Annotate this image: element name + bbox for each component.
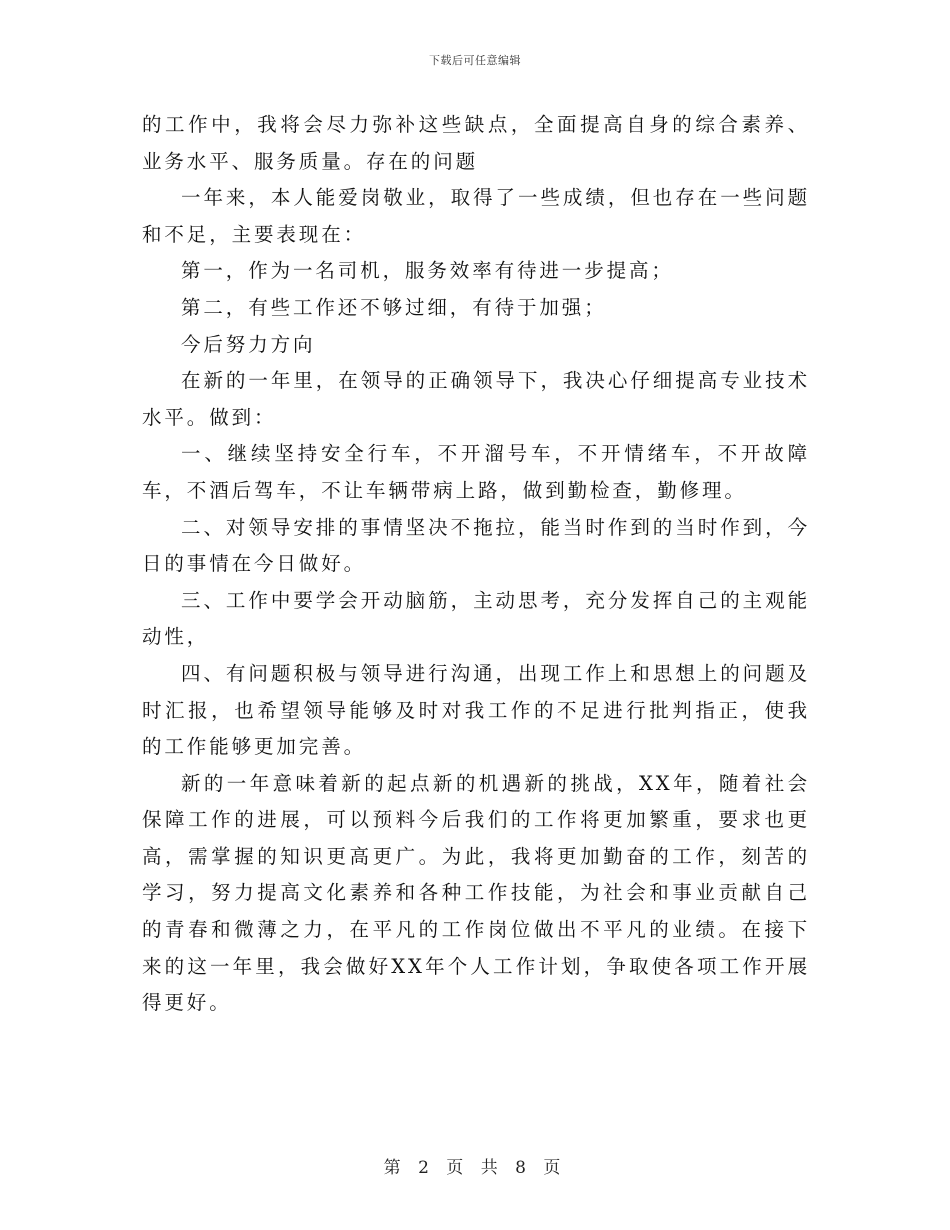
- page-header: 下载后可任意编辑: [429, 54, 521, 67]
- paragraph-3: 第一，作为一名司机，服务效率有待进一步提高；: [181, 259, 674, 283]
- paragraph-8: 二、对领导安排的事情坚决不拖拉，能当时作到的当时作到，今日的事情在今日做好。: [142, 515, 810, 576]
- paragraph-10: 四、有问题积极与领导进行沟通，出现工作上和思想上的问题及时汇报，也希望领导能够及时对我工作的不足进行批判指正，使我的工作能够更加完善。: [142, 661, 810, 759]
- paragraph-4: 第二，有些工作还不够过细，有待于加强；: [181, 295, 607, 319]
- paragraph-11: 新的一年意味着新的起点新的机遇新的挑战，XX年，随着社会保障工作的进展，可以预料今后我们的工作将更加繁重，要求也更高，需掌握的知识更高更广。为此，我将更加勤奋的工作，刻苦的学习，努力提高文化素养和各种工作技能，为社会和事业贡献自己的青春和微薄之力，在平凡的工作岗位做出不平凡的业绩。在接下来的这一年里，我会做好XX年个人工作计划，争取使各项工作开展得更好。: [142, 771, 810, 1015]
- document-body: [142, 107, 810, 1022]
- section-heading-future-direction: 今后努力方向: [181, 332, 316, 356]
- paragraph-7: 一、继续坚持安全行车，不开溜号车，不开情绪车，不开故障车，不酒后驾车，不让车辆带病上路，做到勤检查，勤修理。: [142, 442, 810, 502]
- paragraph-2: 一年来，本人能爱岗敬业，取得了一些成绩，但也存在一些问题和不足，主要表现在：: [142, 186, 810, 246]
- page-number-footer: 第 2 页 共 8 页: [383, 1158, 567, 1178]
- paragraph-6: 在新的一年里，在领导的正确领导下，我决心仔细提高专业技术水平。做到：: [142, 369, 810, 429]
- paragraph-1: 的工作中，我将会尽力弥补这些缺点，全面提高自身的综合素养、业务水平、服务质量。存在的问题: [142, 113, 810, 173]
- paragraph-9: 三、工作中要学会开动脑筋，主动思考，充分发挥自己的主观能动性，: [142, 588, 810, 649]
